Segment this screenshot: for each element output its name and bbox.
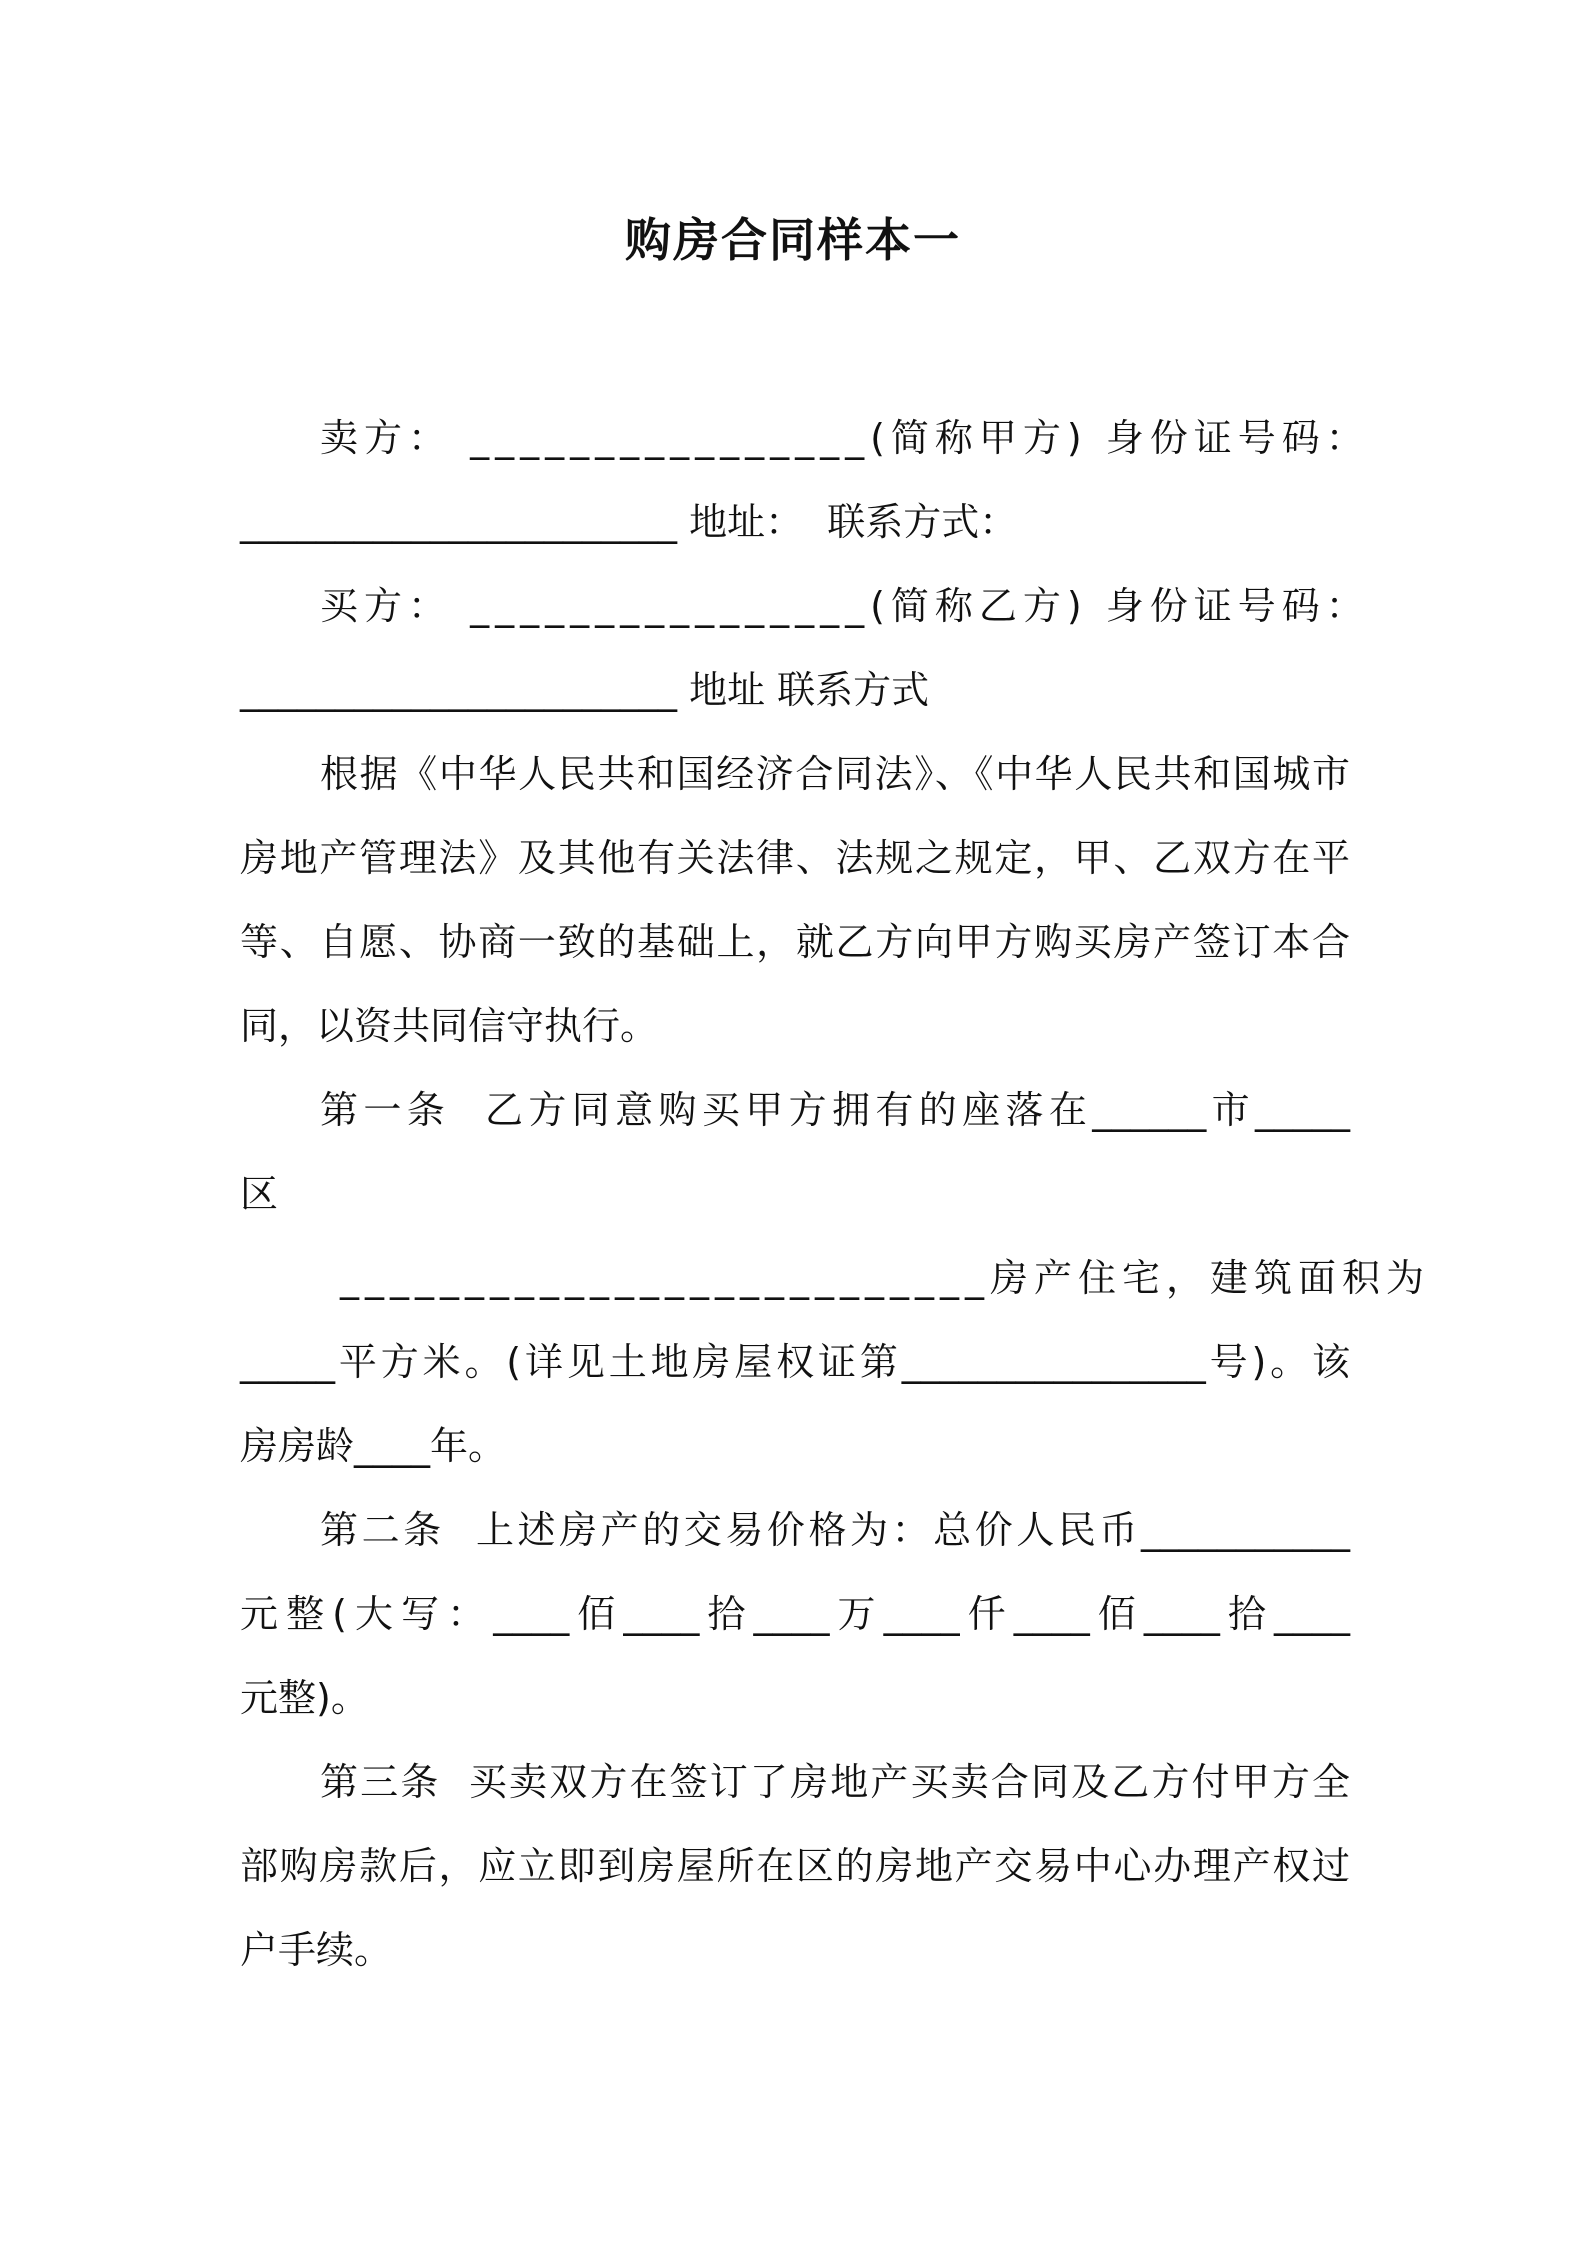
article-1-line-1: 第一条 乙方同意购买甲方拥有的座落在______市_____ bbox=[320, 1088, 1350, 1132]
article-1-line-4: _____平方米。(详见土地房屋权证第________________号)。该 bbox=[240, 1340, 1350, 1384]
article-3-line-3: 户手续。 bbox=[240, 1928, 393, 1972]
preamble-line-1: 根据《中华人民共和国经济合同法》、《中华人民共和国城市 bbox=[320, 752, 1350, 796]
buyer-address-line: _______________________ 地址 联系方式 bbox=[240, 668, 930, 712]
article-2-line-3: 元整)。 bbox=[240, 1676, 369, 1720]
buyer-line: 买方： ________________(简称乙方) 身份证号码： bbox=[320, 584, 1370, 628]
preamble-line-3: 等、自愿、协商一致的基础上，就乙方向甲方购买房产签订本合 bbox=[240, 920, 1350, 964]
article-1-line-5: 房房龄____年。 bbox=[240, 1424, 507, 1468]
article-1-line-2: 区 bbox=[240, 1172, 279, 1216]
article-3-line-2: 部购房款后，应立即到房屋所在区的房地产交易中心办理产权过 bbox=[240, 1844, 1350, 1888]
seller-address-line: _______________________ 地址： 联系方式： bbox=[240, 500, 1018, 544]
article-2-line-1: 第二条 上述房产的交易价格为：总价人民币___________ bbox=[320, 1508, 1350, 1552]
preamble-line-2: 房地产管理法》及其他有关法律、法规之规定，甲、乙双方在平 bbox=[240, 836, 1350, 880]
article-3-line-1: 第三条 买卖双方在签订了房地产买卖合同及乙方付甲方全 bbox=[320, 1760, 1350, 1804]
article-2-line-2: 元整(大写：____佰____拾____万____仟____佰____拾____ bbox=[240, 1592, 1350, 1636]
seller-line: 卖方： ________________(简称甲方) 身份证号码： bbox=[320, 416, 1370, 460]
document-title: 购房合同样本一 bbox=[625, 213, 961, 267]
preamble-line-4: 同，以资共同信守执行。 bbox=[240, 1004, 659, 1048]
article-1-line-3: __________________________房产住宅，建筑面积为 bbox=[340, 1256, 1431, 1300]
